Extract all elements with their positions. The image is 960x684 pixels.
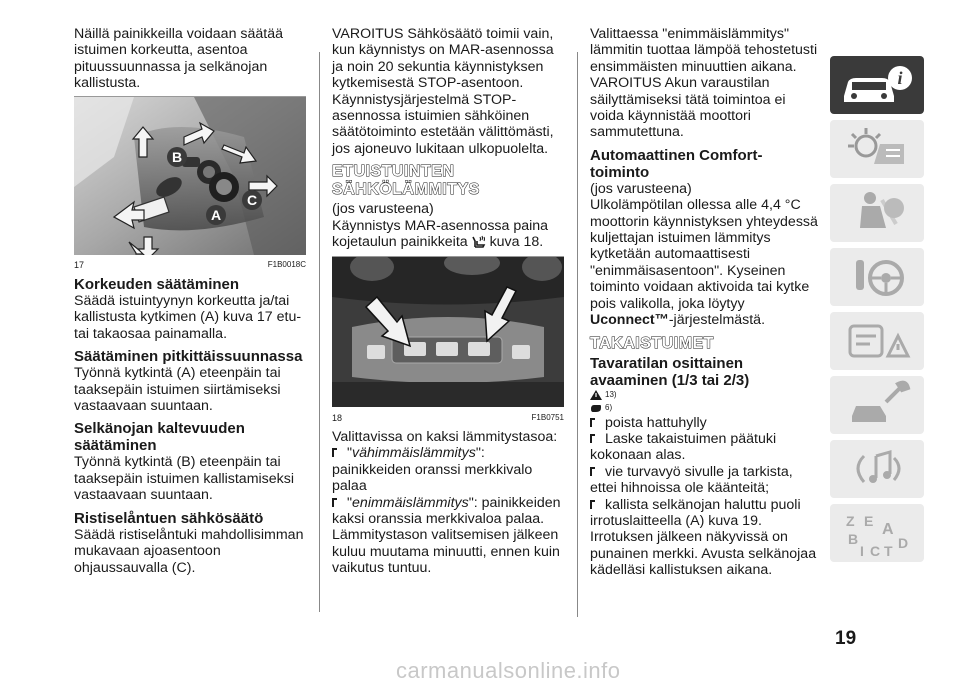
svg-text:i: i [897, 68, 903, 88]
label-c: C [246, 191, 258, 208]
column-2 [332, 26, 564, 577]
bullet-icon [590, 500, 601, 509]
figure-caption [74, 260, 306, 270]
intro-text: Näillä painikkeilla voidaan säätää istuimen korkeutta, asentoa pituussuunnassa ja selkänojan kallistusta. [74, 26, 284, 92]
optional-note: (jos varusteena) [590, 180, 692, 197]
figure-number: 18 [332, 412, 343, 423]
bullet-icon [590, 418, 601, 427]
tab-warning[interactable] [830, 312, 924, 370]
figure-18 [332, 256, 564, 422]
column-divider [577, 52, 578, 617]
media-icon [830, 440, 924, 498]
section-title: TAKAISTUIMET [590, 334, 714, 352]
section-heading: Ristiselåntuen sähkösäätö [74, 509, 264, 527]
section-body: Säädä ristiselåntuki mahdollisimman mukavaan ajoasentoon ohjaussauvalla (C). [74, 526, 304, 576]
list-item: kallista selkänojan haluttu puoli irrotuslaitteella (A) kuva 19. Irrotuksen jälkeen näkyvissä on punainen merkki. Avusta selkänojaa kädelläsi kallistuksen aikana. [590, 496, 817, 579]
bullet-icon [590, 467, 601, 476]
bullet-icon [590, 434, 601, 443]
tab-service[interactable] [830, 376, 924, 434]
chapter-tabs [830, 56, 924, 568]
tab-media[interactable] [830, 440, 924, 498]
warning-triangle-icon [830, 312, 924, 370]
levels-intro: Valittavissa on kaksi lämmitystasoa: [332, 428, 558, 445]
sub-heading: Tavaratilan osittainen avaaminen (1/3 tai 2/3) [590, 354, 750, 389]
section-body: Säädä istuintyynyn korkeutta ja/tai kallistusta kytkimen (A) kuva 17 etu- tai takaosaa painamalla. [74, 293, 302, 342]
figure-17 [74, 96, 306, 270]
section-heading: Korkeuden säätäminen [74, 276, 240, 294]
wrench-car-icon [830, 376, 924, 434]
warning-ref: 13) [590, 389, 820, 402]
figure-caption [332, 413, 564, 423]
label-a: A [210, 206, 222, 223]
seat-heater-icon [472, 235, 486, 248]
section-heading: Säätäminen pitkittäissuunnassa [74, 348, 303, 366]
column-divider [319, 52, 320, 612]
bullet-icon [332, 498, 343, 507]
column-3 [590, 26, 820, 579]
svg-text:Z: Z [846, 513, 855, 529]
section-heading: Selkänojan kaltevuuden säätäminen [74, 420, 245, 455]
svg-text:E: E [864, 513, 874, 529]
svg-text:T: T [884, 543, 893, 559]
steering-icon [830, 248, 924, 306]
section-heading: Automaattinen Comfort-toiminto [590, 146, 763, 181]
caution-hand-icon [590, 403, 602, 413]
outro-text: Lämmitystason valitsemisen jälkeen kuluu muutama minuutti, ennen kuin vaikutus tuntuu. [332, 527, 560, 577]
section-body: Työnnä kytkintä (A) eteenpäin tai taaksepäin istuimen siirtämiseksi vastaavaan suuntaan. [74, 365, 281, 415]
intro-text: Valittaessa "enimmäislämmitys" lämmitin tuottaa lämpöä tehostetusti ensimmäisten minuuttien aikana. [590, 26, 818, 75]
tab-lights[interactable] [830, 120, 924, 178]
section-title: ETUISTUINTEN SÄHKÖLÄMMITYS [332, 163, 480, 199]
optional-note: (jos varusteena) [332, 201, 434, 218]
tab-steering[interactable] [830, 248, 924, 306]
tab-car-info[interactable] [830, 56, 924, 114]
warning-text: VAROITUS Sähkösäätö toimii vain, kun käynnistys on MAR-asennossa ja noin 20 sekuntia käynnistyksen kytkemisestä STOP-asentoon. Käynnistysjärjestelmä STOP-asennossa istuimien sähköinen säätötoiminto estetään välittömästi, jos ajoneuvo lukitaan ulkopuolelta. [332, 26, 554, 157]
figure-code: F1B0018C [267, 260, 306, 270]
car-info-icon [830, 56, 924, 114]
dashboard-buttons-image [332, 257, 564, 411]
caution-ref: 6) [590, 402, 820, 415]
label-b: B [171, 148, 183, 165]
tab-index[interactable] [830, 504, 924, 562]
auto-body: Ulkolämpötilan ollessa alle 4,4 °C moottorin käynnistyksen yhteydessä kuljettajan istuimen lämmitys kytketään automaattisesti "enimmäisasentoon". Kyseinen toiminto voidaan aktivoida tai kytke pois valikolla, joka löytyy Uconnect™-järjestelmästä. [590, 197, 818, 329]
airbag-icon [830, 184, 924, 242]
warning-triangle-icon [590, 390, 602, 400]
svg-text:D: D [898, 535, 909, 551]
lights-icon [830, 120, 924, 178]
list-item: Laske takaistuimen päätuki kokonaan alas. [590, 430, 777, 464]
figure-number: 17 [74, 260, 85, 271]
list-item: "enimmäislämmitys": painikkeiden kaksi oranssia merkkivaloa palaa. [332, 494, 561, 527]
list-item: "vähimmäislämmitys": painikkeiden oranssi merkkivalo palaa [332, 445, 533, 495]
seat-controls-image [74, 97, 306, 259]
svg-text:I: I [860, 543, 864, 559]
svg-text:B: B [848, 531, 859, 547]
column-1 [74, 26, 306, 576]
svg-text:C: C [870, 543, 881, 559]
bullet-icon [332, 448, 343, 457]
warning-text: VAROITUS Akun varaustilan säilyttämiseksi tätä toimintoa ei voida käynnistää moottori sammutettuna. [590, 75, 786, 141]
alphabet-index-icon [830, 504, 924, 562]
instruction-text: Käynnistys MAR-asennossa paina kojetaulun painikkeita kuva 18. [332, 217, 549, 251]
list-item: poista hattuhylly [590, 415, 820, 431]
figure-code: F1B0751 [531, 412, 564, 422]
page-number: 19 [835, 628, 857, 649]
watermark: carmanualsonline.info [396, 658, 621, 683]
section-body: Työnnä kytkintä (B) eteenpäin tai taaksepäin istuimen kallistamiseksi vastaavaan suuntaan. [74, 454, 294, 504]
list-item: vie turvavyö sivulle ja tarkista, ettei hihnoissa ole kääntеitä; [590, 463, 793, 497]
svg-text:A: A [882, 521, 894, 538]
tab-airbag[interactable] [830, 184, 924, 242]
